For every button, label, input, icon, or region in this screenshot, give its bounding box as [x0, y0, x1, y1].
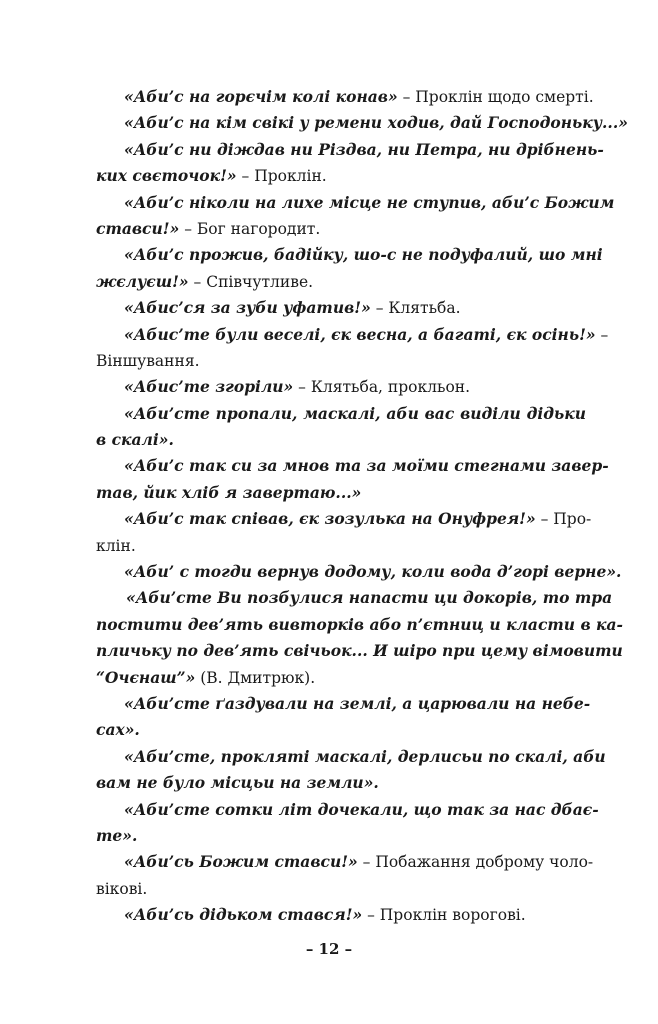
text-line	[96, 770, 586, 796]
quote-text: «Аби’с на кім свікі у ремени ходив, дай Господоньку...»	[124, 113, 628, 133]
page-number: – 12 –	[305, 940, 353, 958]
text-line	[96, 137, 604, 163]
quote-text: «Аби’с так співав, єк зозулька на Онуфрея!»	[124, 509, 536, 529]
quote-text: тав, йик хліб я завертаю...»	[96, 482, 362, 502]
text-line	[96, 717, 586, 743]
comment-text: – Проклін щодо смерті.	[397, 88, 594, 106]
quote-text: «Аби’сь дідьком стався!»	[124, 905, 363, 925]
quote-text: «Аби’с прожив, бадійку, шо-с не подуфалий, шо мні	[124, 245, 603, 265]
comment-text: –	[595, 325, 609, 344]
text-line	[96, 110, 628, 136]
quote-text: «Аби’с так си за мнов та за моїми стегнами завер-	[124, 456, 609, 476]
comment-text: (В. Дмитрюк).	[195, 668, 316, 687]
quote-text: «Аби’сь Божим ставси!»	[124, 852, 358, 872]
quote-text: сах».	[96, 720, 140, 740]
quote-text: «Аби’с ніколи на лихе місце не ступив, аби’с Божим	[124, 192, 615, 212]
text-line	[96, 480, 586, 506]
comment-text: – Побажання доброму чоло-	[357, 853, 594, 872]
text-line	[96, 612, 623, 638]
text-line	[96, 348, 586, 374]
text-line	[96, 269, 586, 295]
comment-text: Віншування.	[96, 351, 200, 370]
text-line	[96, 691, 591, 717]
text-line	[96, 401, 586, 427]
text-line	[96, 163, 586, 189]
text-line	[96, 797, 599, 823]
comment-text: – Проклін ворогові.	[362, 906, 526, 925]
text-line	[96, 665, 586, 691]
quote-text: «Аби’сте пропали, маскалі, аби вас виділи дідьки	[124, 403, 586, 423]
text-line	[96, 295, 586, 321]
comment-text: – Співчутливе.	[188, 272, 314, 291]
quote-text: «Аби’сте сотки літ дочекали, що так за нас дбає-	[124, 799, 599, 819]
quote-text: «Аби’с ни діждав ни Різдва, ни Петра, ни дрібнень-	[124, 139, 604, 159]
quote-text: ставси!»	[96, 218, 180, 238]
quote-text: в скалі».	[96, 430, 174, 450]
quote-text: «Абис’те були веселі, єк весна, а багаті, єк осінь!»	[124, 324, 596, 344]
comment-text: – Проклін.	[236, 167, 327, 186]
text-line	[96, 453, 609, 479]
comment-text: – Клятьба, прокльон.	[293, 378, 471, 397]
text-body	[96, 84, 628, 929]
quote-text: «Аби’с на горєчім колі конав»	[124, 87, 398, 106]
text-line	[96, 374, 586, 400]
quote-text: те».	[96, 825, 138, 845]
quote-text: пличьку по дев’ять свічьок... И шіро при цему вімовити	[96, 641, 623, 661]
text-line	[96, 849, 594, 875]
comment-text: вікові.	[96, 879, 148, 898]
text-line	[96, 242, 603, 268]
quote-text: постити дев’ять вивторків або п’єтниц и класти в ка-	[96, 614, 623, 634]
text-line	[96, 823, 586, 849]
text-line	[96, 84, 594, 110]
text-line	[96, 533, 586, 559]
comment-text: – Клятьба.	[370, 299, 461, 318]
quote-text: “Очєнаш”»	[96, 667, 196, 687]
text-line	[96, 427, 586, 453]
quote-text: «Аби’сте, прокляті маскалі, дерлисьи по скалі, аби	[124, 746, 606, 766]
comment-text: – Про-	[535, 510, 592, 529]
comment-text: – Бог нагородит.	[179, 219, 321, 238]
text-line	[96, 876, 586, 902]
quote-text: вам не було місцьи на земли».	[96, 773, 379, 793]
text-line	[96, 902, 586, 928]
quote-text: «Аби’ с тогди вернув додому, коли вода д’горі верне».	[124, 562, 622, 582]
text-line	[96, 559, 622, 585]
text-line	[96, 190, 615, 216]
quote-text: «Абис’ся за зуби уфатив!»	[124, 298, 371, 318]
text-line	[96, 216, 586, 242]
quote-text: «Абис’те згоріли»	[124, 377, 294, 397]
text-line	[96, 744, 606, 770]
text-line	[96, 585, 613, 611]
quote-text: «Аби’сте ґаздували на землі, а царювали на небе-	[124, 693, 591, 713]
text-line	[96, 506, 592, 532]
quote-text: ких свєточок!»	[96, 166, 237, 186]
quote-text: «Аби’сте Ви позбулися напасти ци докорів, то тра	[126, 588, 613, 608]
quote-text: жєлуєш!»	[96, 271, 189, 291]
text-line	[96, 638, 623, 664]
text-line	[96, 322, 609, 348]
comment-text: клін.	[96, 536, 136, 555]
